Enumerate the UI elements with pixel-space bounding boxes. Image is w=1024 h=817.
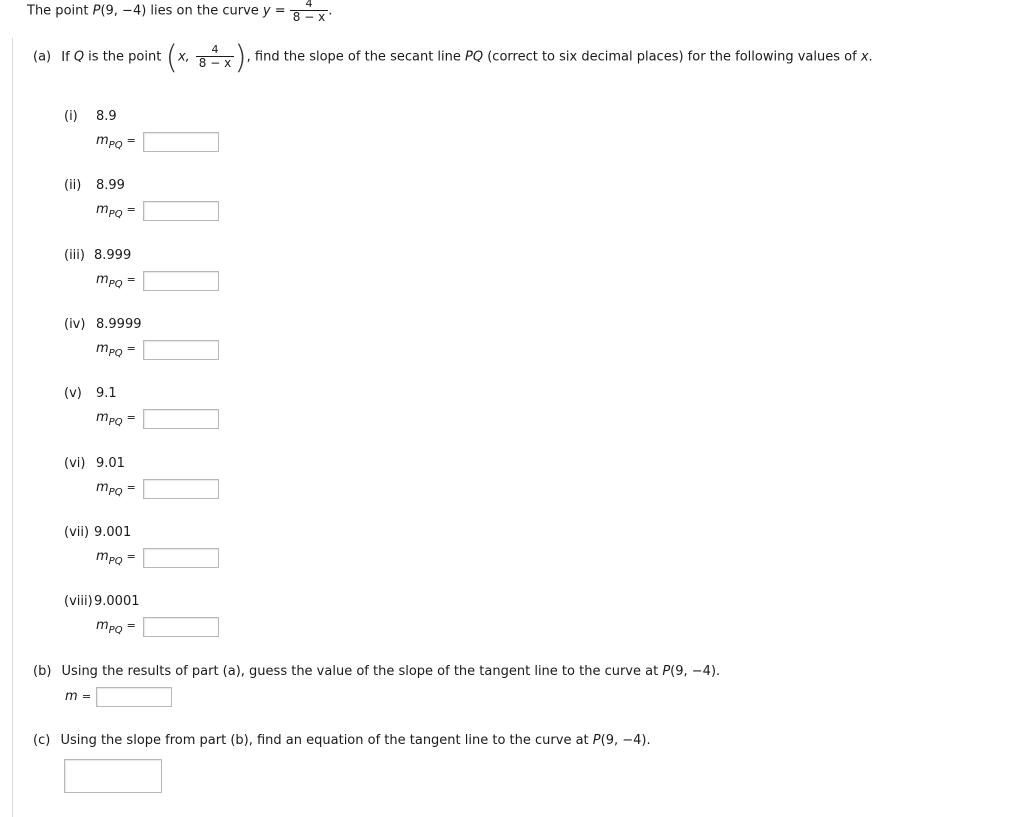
part-c-point-label: P: [592, 733, 601, 748]
mpq-m: m: [96, 549, 109, 564]
part-a-prompt: [33, 38, 873, 76]
item-x-value: 8.9: [96, 109, 117, 124]
header-middle: lies on the curve: [146, 3, 263, 19]
mpq-label: [96, 341, 136, 359]
mpq-equals: =: [126, 342, 136, 355]
mpq-subscript: PQ: [108, 625, 123, 636]
item-x-value: 8.999: [94, 248, 132, 263]
part-a-item: [64, 109, 117, 124]
mpq-m: m: [96, 133, 109, 148]
part-b-point-coords: (9, −4).: [670, 664, 721, 679]
mpq-label: [96, 410, 136, 428]
part-b-equals: =: [81, 690, 92, 703]
header-period: .: [328, 3, 333, 19]
part-c-prompt: [33, 733, 651, 748]
mpq-subscript: PQ: [108, 487, 123, 498]
part-a-item: [64, 525, 131, 540]
close-paren: ): [234, 38, 247, 76]
point-q-x: x,: [177, 49, 190, 65]
point-p-coords: (9, −4): [100, 3, 147, 19]
part-a-marker: (a): [33, 49, 52, 65]
mpq-answer-input[interactable]: [143, 548, 219, 568]
part-a-intro-before: If: [61, 49, 74, 65]
part-a-intro-after: , find the slope of the secant line: [246, 49, 466, 65]
item-x-value: 9.001: [94, 525, 132, 540]
point-q-label: Q: [73, 49, 85, 65]
part-a-item: [64, 317, 142, 332]
left-margin-rule: [12, 38, 13, 817]
part-a-item: [64, 248, 131, 263]
mpq-subscript: PQ: [108, 417, 123, 428]
part-a-intro-mid: is the point: [84, 49, 166, 65]
mpq-equals: =: [126, 203, 136, 216]
problem-statement: [27, 0, 332, 24]
mpq-answer-input[interactable]: [143, 271, 219, 291]
point-q-fraction: [196, 44, 234, 70]
item-roman-numeral: (ii): [64, 178, 82, 193]
item-roman-numeral: (vii): [64, 525, 90, 540]
header-equals: =: [270, 3, 290, 19]
part-b-marker: (b): [33, 664, 52, 679]
part-c-text: Using the slope from part (b), find an equation of the tangent line to the curve at: [60, 733, 593, 748]
mpq-subscript: PQ: [108, 556, 123, 567]
mpq-subscript: PQ: [108, 279, 123, 290]
mpq-answer-input[interactable]: [143, 340, 219, 360]
point-q-fraction-numerator: 4: [211, 43, 219, 56]
part-b-answer-label: [65, 689, 91, 704]
mpq-m: m: [96, 272, 109, 287]
mpq-m: m: [96, 410, 109, 425]
curve-fraction: [290, 0, 328, 24]
mpq-subscript: PQ: [108, 348, 123, 359]
y-variable: y: [262, 3, 271, 19]
part-a-intro-end: (correct to six decimal places) for the following values of: [483, 49, 861, 65]
item-roman-numeral: (iv): [64, 317, 86, 332]
part-b-point-label: P: [662, 664, 671, 679]
part-a-period: .: [868, 49, 873, 65]
part-c-marker: (c): [33, 733, 51, 748]
mpq-equals: =: [126, 273, 136, 286]
mpq-m: m: [96, 202, 109, 217]
mpq-answer-input[interactable]: [143, 409, 219, 429]
point-q-fraction-denominator: 8 − x: [196, 56, 234, 70]
item-x-value: 9.01: [96, 456, 125, 471]
secant-line-name: PQ: [465, 49, 484, 65]
part-a-item: [64, 594, 140, 609]
mpq-answer-input[interactable]: [143, 201, 219, 221]
item-x-value: 8.9999: [96, 317, 142, 332]
item-roman-numeral: (iii): [64, 248, 85, 263]
mpq-subscript: PQ: [108, 209, 123, 220]
item-x-value: 8.99: [96, 178, 125, 193]
mpq-equals: =: [126, 619, 136, 632]
mpq-m: m: [96, 618, 109, 633]
point-p-label: P: [92, 3, 101, 19]
part-a-item: [64, 456, 125, 471]
mpq-answer-input[interactable]: [143, 617, 219, 637]
header-prefix: The point: [27, 3, 93, 19]
mpq-label: [96, 133, 136, 151]
part-c-point-coords: (9, −4).: [600, 733, 651, 748]
x-variable: x: [860, 49, 869, 65]
item-x-value: 9.0001: [94, 594, 140, 609]
mpq-m: m: [96, 341, 109, 356]
curve-fraction-denominator: 8 − x: [290, 10, 328, 24]
mpq-equals: =: [126, 550, 136, 563]
part-b-answer-input[interactable]: [96, 687, 172, 707]
part-b-text: Using the results of part (a), guess the value of the slope of the tangent line to the curve at: [61, 664, 663, 679]
part-c-answer-input[interactable]: [64, 759, 162, 793]
mpq-answer-input[interactable]: [143, 132, 219, 152]
mpq-label: [96, 202, 136, 220]
open-paren: (: [165, 38, 178, 76]
curve-fraction-numerator: 4: [305, 0, 313, 10]
mpq-m: m: [96, 480, 109, 495]
item-roman-numeral: (vi): [64, 456, 86, 471]
mpq-label: [96, 272, 136, 290]
mpq-label: [96, 618, 136, 636]
mpq-answer-input[interactable]: [143, 479, 219, 499]
part-b-prompt: [33, 664, 720, 679]
part-a-item: [64, 386, 117, 401]
item-roman-numeral: (viii): [64, 594, 93, 609]
mpq-label: [96, 480, 136, 498]
mpq-label: [96, 549, 136, 567]
part-a-item: [64, 178, 125, 193]
part-b-m-label: m: [65, 689, 78, 704]
item-roman-numeral: (i): [64, 109, 78, 124]
item-x-value: 9.1: [96, 386, 117, 401]
mpq-equals: =: [126, 134, 136, 147]
mpq-equals: =: [126, 411, 136, 424]
mpq-equals: =: [126, 481, 136, 494]
mpq-subscript: PQ: [108, 140, 123, 151]
item-roman-numeral: (v): [64, 386, 82, 401]
